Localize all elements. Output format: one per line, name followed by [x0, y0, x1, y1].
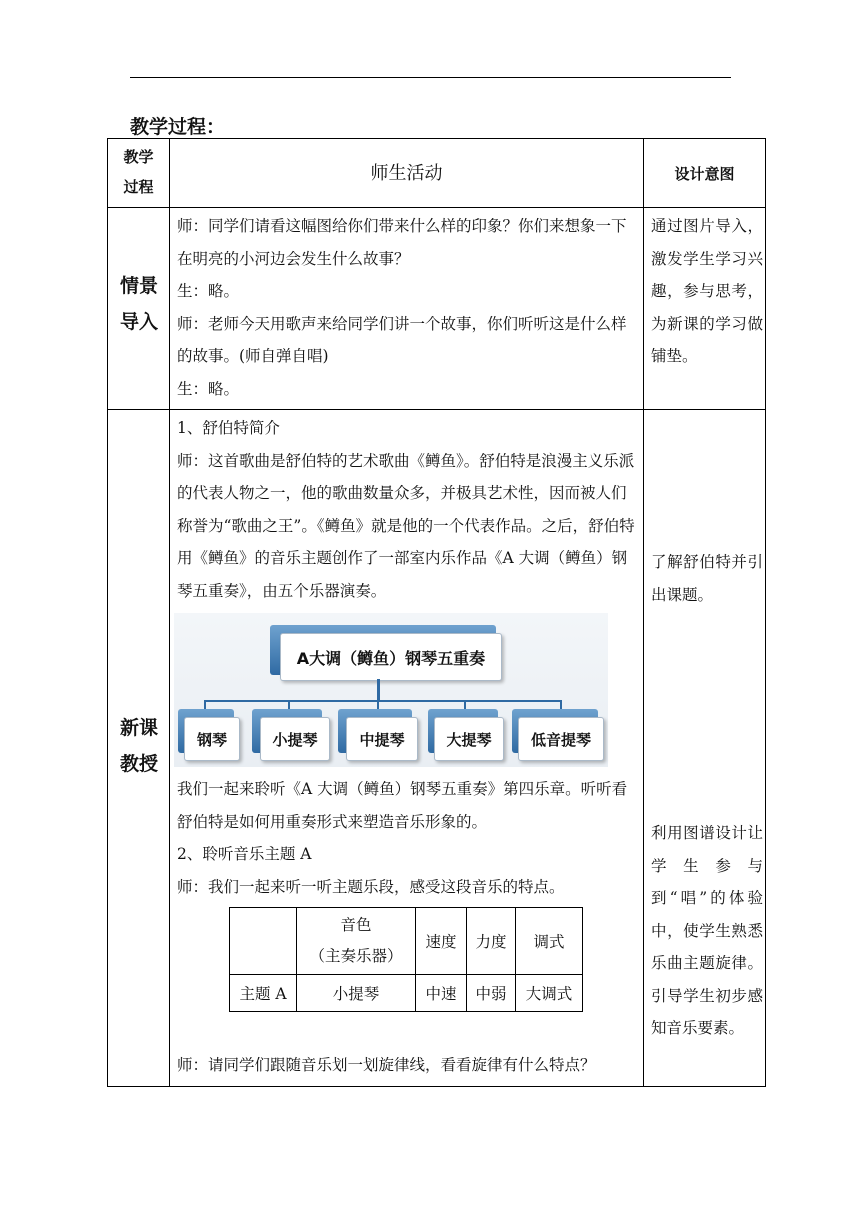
diagram-node-cello: 大提琴	[434, 717, 504, 761]
diagram-connector	[204, 700, 562, 702]
table-row	[230, 975, 583, 1012]
music-feature-table	[229, 907, 583, 1012]
stage-new-lesson-line1: 新课	[119, 717, 158, 739]
part2-text: 师：我们一起来听一听主题乐段，感受这段音乐的特点。	[177, 877, 565, 896]
stage-new-lesson	[108, 710, 170, 782]
intro-line: 师：同学们请看这幅图给你们带来什么样的印象？你们来想象一下在明亮的小河边会发生什么故事？	[177, 217, 627, 268]
header-stage-line2: 过程	[123, 178, 154, 196]
header-stage-line1: 教学	[123, 148, 154, 166]
table-cell: 主题 A	[230, 975, 297, 1012]
table-col-divider	[643, 138, 644, 1087]
feature-table-header-row	[230, 908, 583, 975]
intro-line: 师：老师今天用歌声来给同学们讲一个故事，你们听听这是什么样的故事。(师自弹自唱)	[177, 314, 627, 365]
table-row-divider	[107, 409, 765, 410]
stage-intro-line2: 导入	[119, 311, 158, 333]
section-heading: 教学过程：	[130, 116, 226, 138]
feature-table-col-mode: 调式	[516, 908, 583, 975]
feature-table-col-dynamics: 力度	[467, 908, 516, 975]
quintet-diagram	[174, 613, 608, 767]
diagram-node-piano: 钢琴	[184, 717, 240, 761]
feature-table-col-timbre	[297, 908, 416, 975]
table-cell: 小提琴	[297, 975, 416, 1012]
intro-line: 生：略。	[177, 379, 240, 398]
header-activity: 师生活动	[370, 163, 443, 184]
diagram-root: A大调（鳟鱼）钢琴五重奏	[280, 633, 502, 681]
diagram-node-viola: 中提琴	[346, 717, 418, 761]
feature-table-corner	[230, 908, 297, 975]
part1-title: 1、舒伯特简介	[177, 419, 280, 437]
diagram-node-double-bass: 低音提琴	[518, 717, 604, 761]
intro-line: 生：略。	[177, 282, 240, 300]
diagram-node-violin: 小提琴	[260, 717, 330, 761]
table-cell: 大调式	[516, 975, 583, 1012]
stage-intro-line1: 情景	[119, 275, 158, 297]
timbre-sublabel: （主奏乐器）	[309, 947, 403, 965]
table-border-right	[765, 138, 766, 1087]
feature-table-col-tempo: 速度	[416, 908, 467, 975]
new-lesson-intent-2: 利用图谱设计让学生参与到“唱”的体验中，使学生熟悉乐曲主题旋律。引导学生初步感知音乐要素。	[651, 824, 763, 1037]
closing-text: 师：请同学们跟随音乐划一划旋律线，看看旋律有什么特点？	[177, 1056, 596, 1074]
intro-activity	[177, 210, 637, 405]
part2-title: 2、聆听音乐主题 A	[177, 845, 312, 863]
header-rule	[130, 77, 731, 78]
part2-block	[177, 773, 637, 903]
stage-new-lesson-line2: 教授	[119, 753, 158, 775]
part1-block	[177, 412, 637, 607]
table-border-top	[107, 138, 765, 139]
new-lesson-intent-1: 了解舒伯特并引出课题。	[651, 553, 763, 604]
header-intent: 设计意图	[674, 165, 735, 183]
diagram-connector	[377, 679, 380, 701]
stage-intro	[108, 268, 170, 340]
header-stage	[108, 142, 169, 202]
table-border-bottom	[107, 1086, 765, 1087]
table-row-divider	[107, 207, 765, 208]
table-cell: 中弱	[467, 975, 516, 1012]
part1-text: 师：这首歌曲是舒伯特的艺术歌曲《鳟鱼》。舒伯特是浪漫主义乐派的代表人物之一，他的歌曲数量众多，并极具艺术性，因而被人们称誉为“歌曲之王”。《鳟鱼》就是他的一个代表作品。之后，舒伯特用《鳟鱼》的音乐主题创作了一部室内乐作品《A 大调（鳟鱼）钢琴五重奏》，由五个乐器演奏。	[177, 451, 635, 600]
table-cell: 中速	[416, 975, 467, 1012]
intro-intent: 通过图片导入，激发学生学习兴趣，参与思考，为新课的学习做铺垫。	[651, 217, 763, 365]
listen-text: 我们一起来聆听《A 大调（鳟鱼）钢琴五重奏》第四乐章。听听看舒伯特是如何用重奏形式来塑造音乐形象的。	[177, 780, 628, 831]
timbre-label: 音色	[340, 916, 372, 934]
